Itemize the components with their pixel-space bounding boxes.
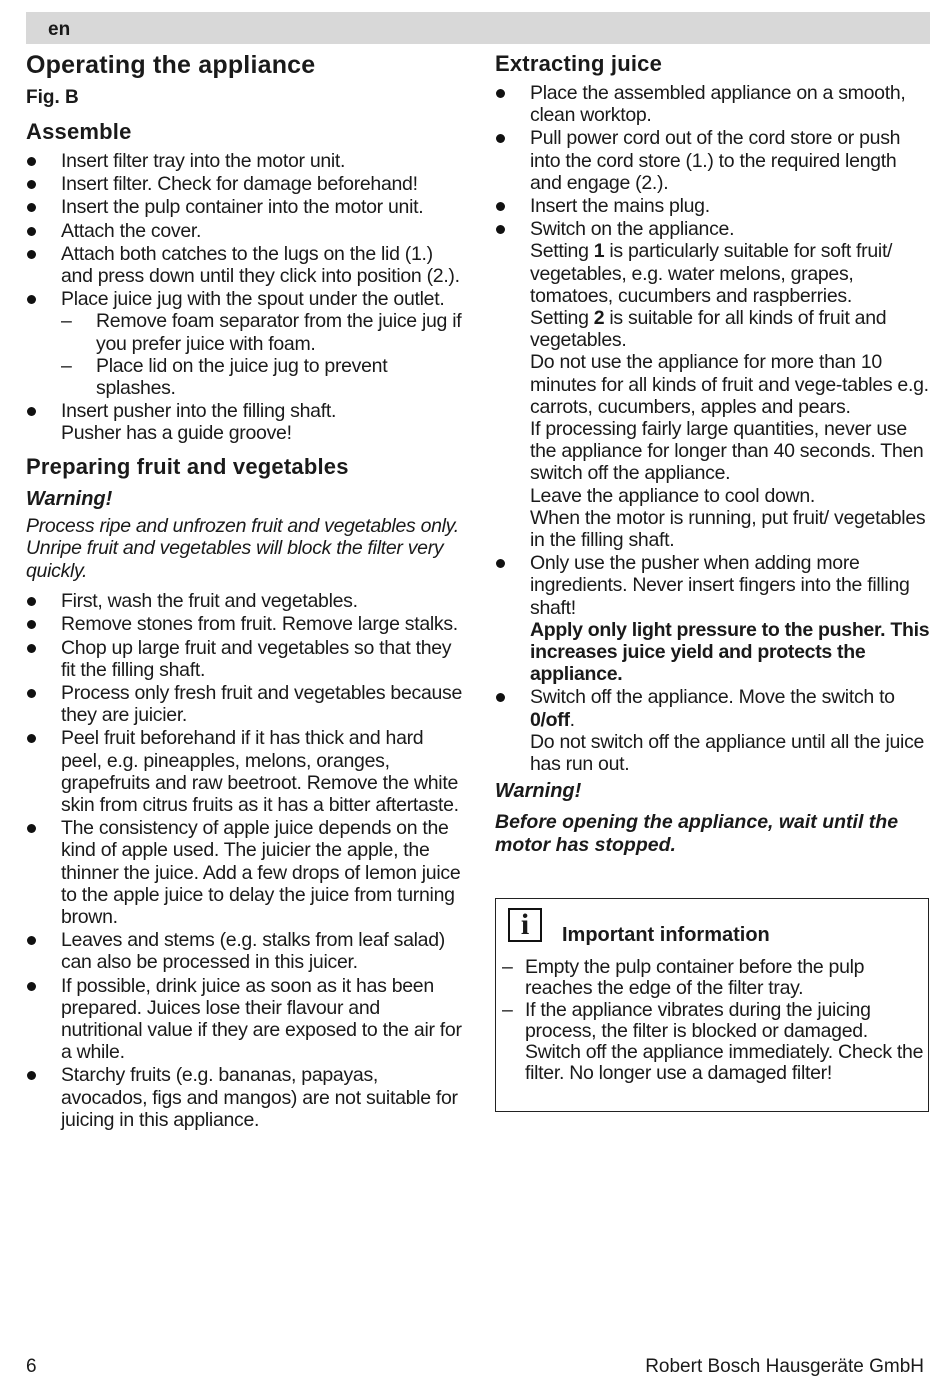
run-out-note: Do not switch off the appliance until all the juice has run out. [530, 730, 925, 776]
list-item: If possible, drink juice as soon as it has been prepared. Juices lose their flavour and nutritional value if they are exposed to the air for a while. [26, 975, 466, 1064]
figure-reference: Fig. B [26, 87, 79, 108]
extracting-list [495, 82, 931, 775]
setting-label: Setting [530, 240, 594, 263]
warning-title: Warning! [26, 487, 113, 510]
motor-running-text: When the motor is running, put fruit/ vegetables in the filling shaft. [530, 506, 926, 552]
pusher-pressure-note: Apply only light pressure to the pusher. This increases juice yield and protects the appliance. [530, 618, 930, 686]
left-column [26, 50, 466, 1132]
cool-down-text: Leave the appliance to cool down. [530, 484, 815, 507]
setting-number: 2 [593, 307, 605, 330]
list-item: Attach the cover. [26, 220, 466, 242]
sub-list-item: – Remove foam separator from the juice jug if you prefer juice with foam. [61, 310, 466, 354]
list-item: First, wash the fruit and vegetables. [26, 590, 466, 612]
setting-label: Setting [530, 307, 594, 330]
switch-position: 0/off [530, 708, 570, 731]
language-bar [26, 12, 930, 44]
list-item-text: Switch on the appliance. [530, 218, 735, 241]
footer-brand: Robert Bosch Hausgeräte GmbH [645, 1356, 924, 1377]
list-item-note: Pusher has a guide groove! [61, 422, 292, 445]
warning-text: Process ripe and unfrozen fruit and vegetables only. Unripe fruit and vegetables will block the filter very quickly. [26, 514, 459, 582]
list-item: Insert filter. Check for damage beforehand! [26, 173, 466, 195]
list-item [495, 218, 931, 551]
list-item: The consistency of apple juice depends on the kind of apple used. The juicier the apple, the thinner the juice. Add a few drops of lemon juice to the apple juice to delay the juice from turning brown. [26, 817, 466, 928]
list-item: Process only fresh fruit and vegetables because they are juicier. [26, 682, 466, 726]
setting-number: 1 [593, 240, 605, 263]
list-item-text [530, 686, 931, 730]
sub-list-item: – Place lid on the juice jug to prevent splashes. [61, 355, 466, 399]
list-item: Insert the pulp container into the motor unit. [26, 196, 466, 218]
preparing-list [26, 590, 466, 1131]
language-code: en [48, 19, 71, 40]
list-item: Leaves and stems (e.g. stalks from leaf salad) can also be processed in this juicer. [26, 929, 466, 973]
list-item [495, 552, 931, 685]
list-item-text: Place juice jug with the spout under the outlet. [61, 288, 445, 311]
list-item-text: Only use the pusher when adding more ingredients. Never insert fingers into the filling shaft! [530, 552, 910, 619]
list-item: Remove stones from fruit. Remove large stalks. [26, 613, 466, 635]
info-list [502, 957, 926, 1085]
setting-description: is particularly suitable for soft fruit/ vegetables, e.g. water melons, grapes, tomatoes, cucumbers and raspberries. [530, 240, 893, 307]
list-item [495, 686, 931, 775]
extracting-heading: Extracting juice [495, 51, 663, 76]
important-information-box [495, 898, 929, 1112]
setting-2-text [530, 307, 931, 351]
info-title: Important information [562, 924, 770, 946]
warning-text: Before opening the appliance, wait until the motor has stopped. [495, 811, 899, 856]
right-column [495, 50, 931, 856]
list-item [26, 400, 466, 444]
page-title: Operating the appliance [26, 51, 316, 79]
list-item-text: Insert pusher into the filling shaft. [61, 400, 337, 423]
list-item: – Empty the pulp container before the pulp reaches the edge of the filter tray. [502, 957, 926, 999]
list-item: – If the appliance vibrates during the juicing process, the filter is blocked or damaged. Switch off the appliance immediately. Check the filter. No longer use a damaged filter! [502, 1000, 926, 1084]
list-item: Peel fruit beforehand if it has thick and hard peel, e.g. pineapples, melons, oranges, grapefruits and raw beetroot. Remove the white skin from citrus fruits as it has a bitter aftertaste. [26, 727, 466, 816]
list-item: Place the assembled appliance on a smooth, clean worktop. [495, 82, 931, 126]
list-item: Chop up large fruit and vegetables so that they fit the filling shaft. [26, 637, 466, 681]
punctuation: . [569, 708, 575, 731]
assemble-list [26, 150, 466, 445]
list-item: Starchy fruits (e.g. bananas, papayas, avocados, figs and mangos) are not suitable for juicing in this appliance. [26, 1064, 466, 1131]
list-item: Attach both catches to the lugs on the lid (1.) and press down until they click into position (2.). [26, 243, 466, 287]
switch-off-text: Switch off the appliance. Move the switch to [530, 686, 895, 709]
assemble-heading: Assemble [26, 119, 132, 144]
preparing-heading: Preparing fruit and vegetables [26, 453, 349, 479]
page-number: 6 [26, 1356, 37, 1377]
info-icon: i [508, 908, 542, 942]
list-item: Insert filter tray into the motor unit. [26, 150, 466, 172]
warning-title: Warning! [495, 780, 582, 803]
list-item: Pull power cord out of the cord store or push into the cord store (1.) to the required length and engage (2.). [495, 127, 931, 194]
setting-1-text [530, 240, 931, 307]
time-limit-text: Do not use the appliance for more than 10 minutes for all kinds of fruit and vege-tables e.g. carrots, cucumbers, apples and pears. [530, 351, 929, 418]
list-item [26, 288, 466, 399]
large-quantity-text: If processing fairly large quantities, never use the appliance for longer than 40 seconds. Then switch off the appliance. [530, 418, 924, 485]
setting-description: is suitable for all kinds of fruit and vegetables. [530, 307, 887, 352]
list-item: Insert the mains plug. [495, 195, 931, 217]
